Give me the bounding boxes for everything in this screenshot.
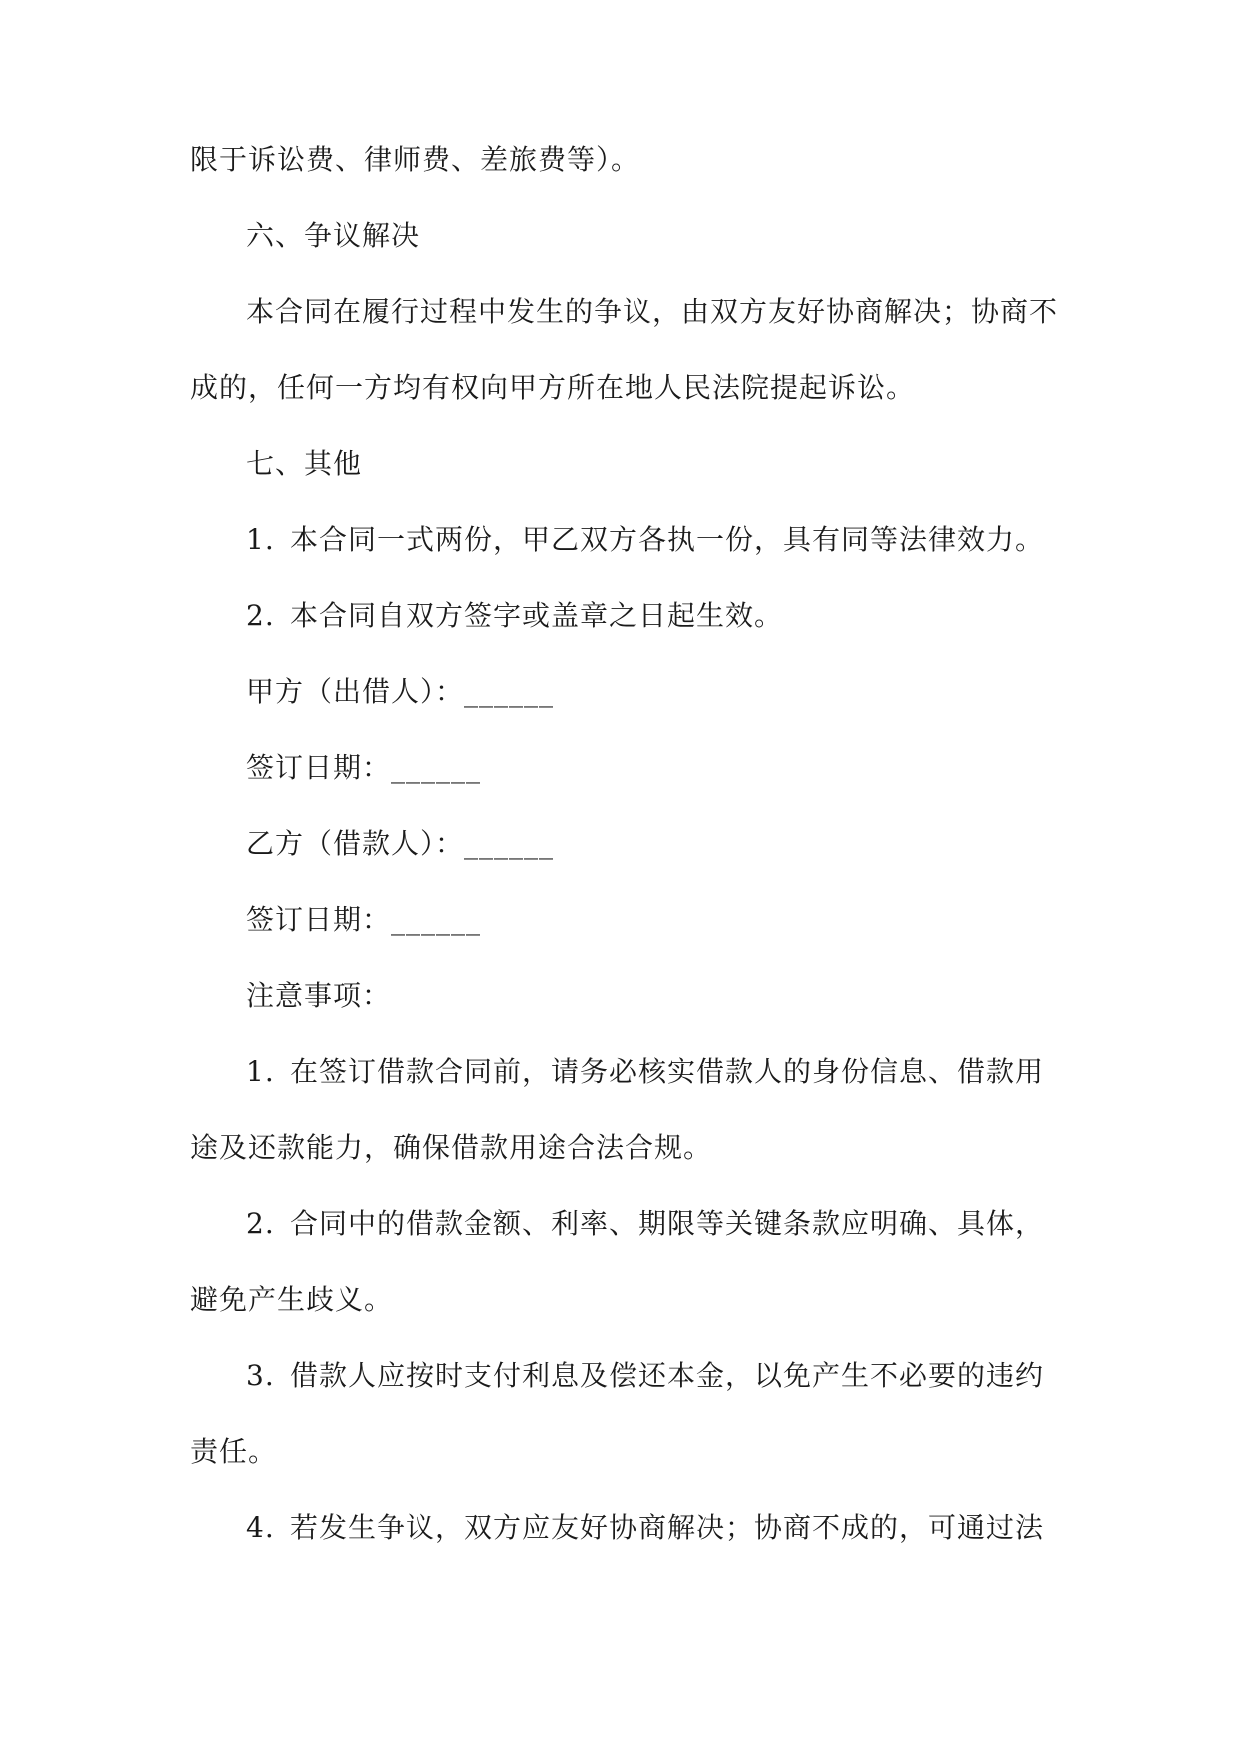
list-item: [190, 1206, 1060, 1282]
list-item: [190, 1358, 1060, 1434]
list-number: 2.: [246, 1207, 275, 1240]
line-text: 若发生争议，双方应友好协商解决；协商不成的，可通过法: [290, 1511, 1045, 1544]
line-text: 七、其他: [246, 447, 363, 480]
line-text: 甲方（出借人）：______: [246, 675, 555, 708]
paragraph-line: [190, 1282, 1060, 1358]
paragraph-line: [190, 370, 1060, 446]
list-number: 3.: [246, 1359, 275, 1392]
signing-date-line: [190, 750, 1060, 826]
paragraph-line: [190, 1130, 1060, 1206]
list-number: 1.: [246, 1055, 275, 1088]
line-text: 成的，任何一方均有权向甲方所在地人民法院提起诉讼。: [190, 371, 916, 404]
line-text: 本合同一式两份，甲乙双方各执一份，具有同等法律效力。: [290, 523, 1045, 556]
line-text: 借款人应按时支付利息及偿还本金，以免产生不必要的违约: [290, 1359, 1045, 1392]
signature-line-party-b: [190, 826, 1060, 902]
line-text: 避免产生歧义。: [190, 1283, 394, 1316]
list-item: [190, 1510, 1060, 1586]
list-number: 4.: [246, 1511, 275, 1544]
list-number: 2.: [246, 599, 275, 632]
section-heading: [190, 446, 1060, 522]
list-item: [190, 522, 1060, 598]
line-text: 签订日期：______: [246, 903, 482, 936]
line-text: 本合同自双方签字或盖章之日起生效。: [290, 599, 784, 632]
document-body: [190, 142, 1060, 1586]
signature-line-party-a: [190, 674, 1060, 750]
line-text: 限于诉讼费、律师费、差旅费等）。: [190, 143, 641, 176]
line-text: 责任。: [190, 1435, 278, 1468]
line-text: 签订日期：______: [246, 751, 482, 784]
line-text: 本合同在履行过程中发生的争议，由双方友好协商解决；协商不: [246, 295, 1059, 328]
paragraph-line: [190, 294, 1060, 370]
text-line: [190, 142, 1060, 218]
list-item: [190, 1054, 1060, 1130]
section-heading: [190, 218, 1060, 294]
line-text: 在签订借款合同前，请务必核实借款人的身份信息、借款用: [290, 1055, 1045, 1088]
signing-date-line: [190, 902, 1060, 978]
line-text: 乙方（借款人）：______: [246, 827, 555, 860]
list-item: [190, 598, 1060, 674]
notes-heading: [190, 978, 1060, 1054]
list-number: 1.: [246, 523, 275, 556]
line-text: 途及还款能力，确保借款用途合法合规。: [190, 1131, 713, 1164]
line-text: 六、争议解决: [246, 219, 421, 252]
line-text: 合同中的借款金额、利率、期限等关键条款应明确、具体，: [290, 1207, 1045, 1240]
paragraph-line: [190, 1434, 1060, 1510]
line-text: 注意事项：: [246, 979, 392, 1012]
